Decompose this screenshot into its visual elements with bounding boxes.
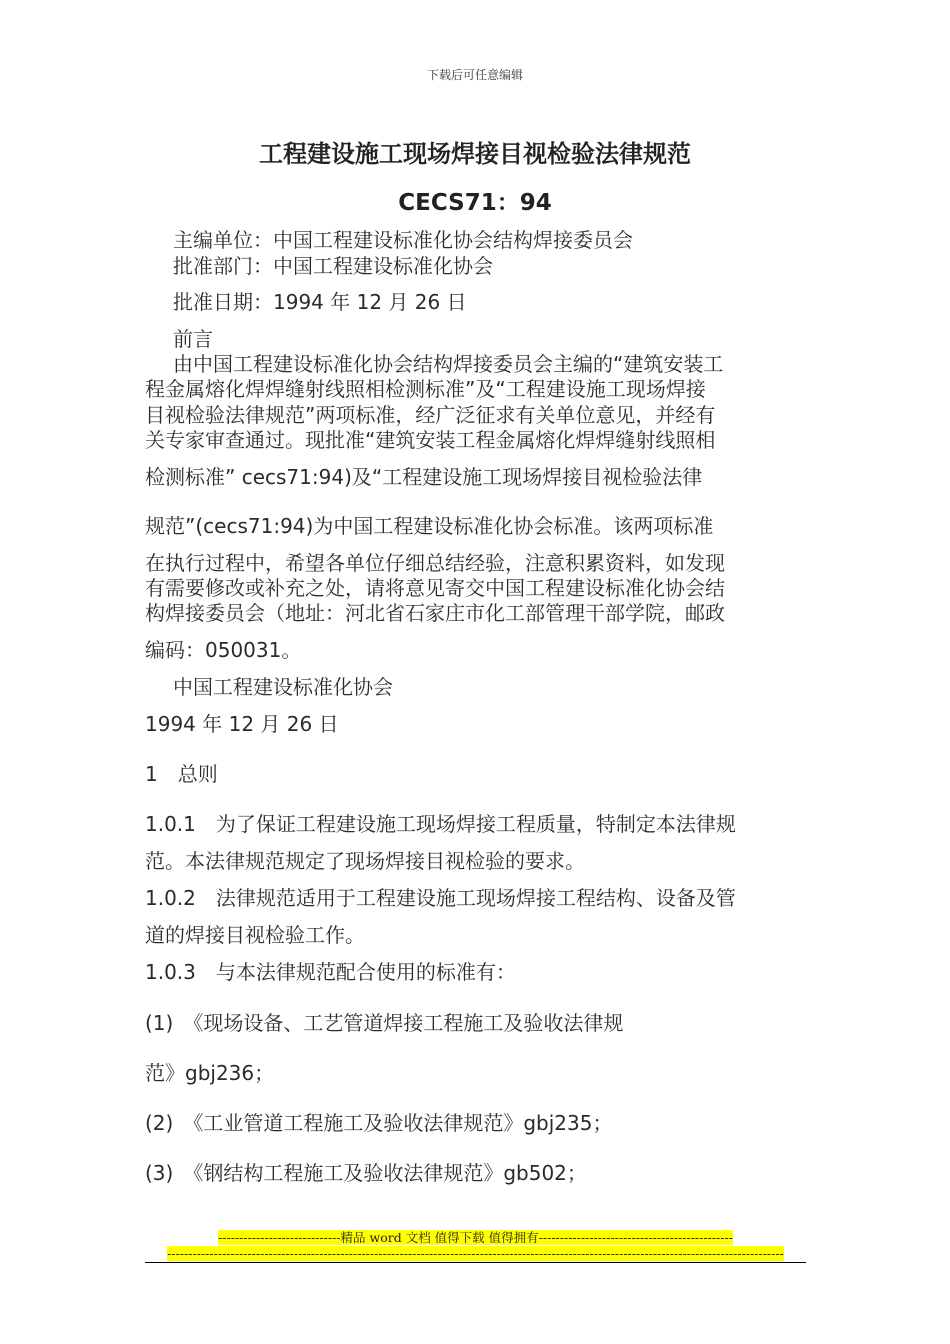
approving-department: 批准部门：中国工程建设标准化协会 (173, 254, 493, 278)
signature-date: 1994 年 12 月 26 日 (145, 712, 339, 736)
approval-date: 批准日期：1994 年 12 月 26 日 (173, 290, 467, 314)
standard-list-item: 范》gbj236； (145, 1061, 275, 1085)
header-note: 下载后可任意编辑 (426, 68, 523, 82)
standard-list-item: (2) 《工业管道工程施工及验收法律规范》gbj235； (145, 1111, 613, 1135)
preface-line: 有需要修改或补充之处，请将意见寄交中国工程建设标准化协会结 (145, 576, 725, 600)
preface-line: 在执行过程中，希望各单位仔细总结经验，注意积累资料，如发现 (145, 551, 725, 575)
preface-line: 构焊接委员会（地址：河北省石家庄市化工部管理干部学院，邮政 (145, 601, 725, 625)
standard-list-item: (3) 《钢结构工程施工及验收法律规范》gb502； (145, 1161, 587, 1185)
preface-line: 由中国工程建设标准化协会结构焊接委员会主编的“建筑安装工 (173, 352, 724, 376)
clause-line: 1.0.2 法律规范适用于工程建设施工现场焊接工程结构、设备及管 (145, 886, 736, 910)
signature-organization: 中国工程建设标准化协会 (173, 675, 393, 699)
document-code: CECS71：94 (398, 190, 552, 216)
clause-line: 1.0.3 与本法律规范配合使用的标准有： (145, 960, 516, 984)
clause-line: 范。本法律规范规定了现场焊接目视检验的要求。 (145, 849, 585, 873)
preface-line: 检测标准” cecs71:94)及“工程建设施工现场焊接目视检验法律 (145, 465, 703, 489)
editor-unit: 主编单位：中国工程建设标准化协会结构焊接委员会 (173, 228, 633, 252)
footer-banner-line: -----------------------------精品 word 文档 值得下载 值得拥有---------------------------------------------- (218, 1230, 733, 1245)
footer-banner (145, 1228, 806, 1261)
section-heading: 1 总则 (145, 762, 218, 786)
footer-banner-line: -------------------------------------------------------------------------------------------------------------------------------------------------- (167, 1246, 784, 1261)
footer-rule (145, 1262, 806, 1263)
clause-line: 道的焊接目视检验工作。 (145, 923, 365, 947)
preface-line: 编码：050031。 (145, 638, 302, 662)
preface-line: 规范”(cecs71:94)为中国工程建设标准化协会标准。该两项标准 (145, 514, 714, 538)
standard-list-item: (1) 《现场设备、工艺管道焊接工程施工及验收法律规 (145, 1011, 624, 1035)
preface-heading: 前言 (173, 327, 213, 351)
preface-line: 程金属熔化焊焊缝射线照相检测标准”及“工程建设施工现场焊接 (145, 377, 706, 401)
preface-line: 目视检验法律规范”两项标准，经广泛征求有关单位意见，并经有 (145, 403, 716, 427)
document-title: 工程建设施工现场焊接目视检验法律规范 (259, 139, 691, 168)
clause-line: 1.0.1 为了保证工程建设施工现场焊接工程质量，特制定本法律规 (145, 812, 736, 836)
preface-line: 关专家审查通过。现批准“建筑安装工程金属熔化焊焊缝射线照相 (145, 428, 716, 452)
